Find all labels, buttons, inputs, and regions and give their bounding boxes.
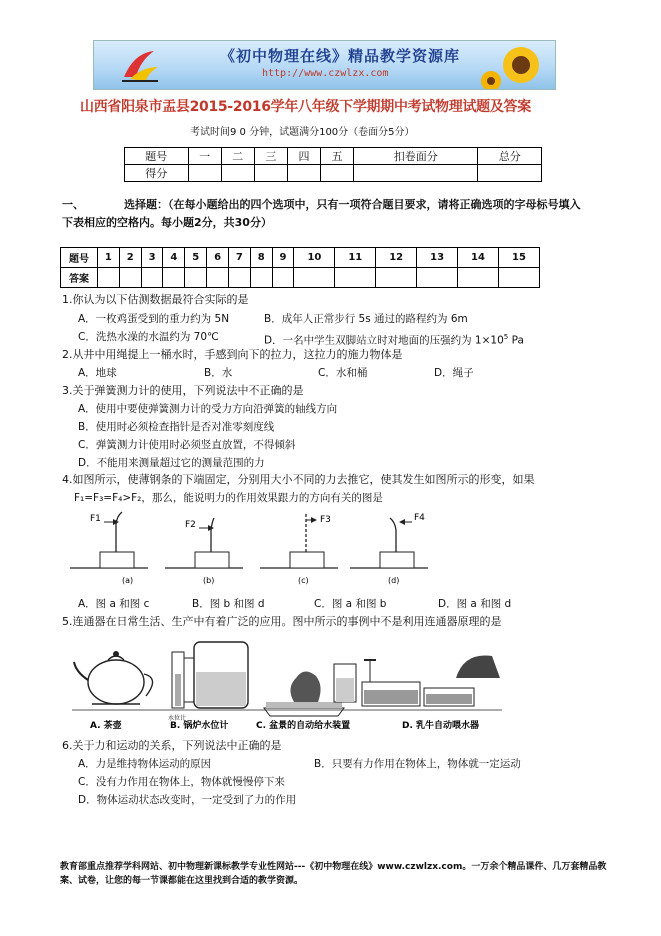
answer-cell xyxy=(98,268,120,288)
option-a: A．一枚鸡蛋受到的重力约为 5N xyxy=(78,313,230,325)
force-label-f2: F2 xyxy=(185,520,196,530)
section-heading xyxy=(62,196,587,232)
answer-number: 13 xyxy=(417,248,458,268)
force-label-f4: F4 xyxy=(414,513,425,523)
bonsai-feeder-icon xyxy=(264,664,356,716)
question-stem: 6.关于力和运动的关系，下列说法中正确的是 xyxy=(62,739,282,752)
score-header: 一 xyxy=(188,148,221,165)
option-b: B．成年人正常步行 5s 通过的路程约为 6m xyxy=(264,313,468,325)
site-logo-icon xyxy=(120,47,160,83)
exam-info: 考试时间9 0 分钟，试题满分100分（卷面分5分） xyxy=(190,127,415,138)
score-header: 五 xyxy=(321,148,354,165)
option-a: A．使用中要使弹簧测力计的受力方向沿弹簧的轴线方向 xyxy=(78,403,338,415)
page-title: 山西省阳泉市盂县2015-2016学年八年级下学期期中考试物理试题及答案 xyxy=(80,99,531,115)
caption-cow: D. 乳牛自动喂水器 xyxy=(402,721,480,731)
answer-number: 1 xyxy=(98,248,120,268)
caption-teapot: A. 茶壶 xyxy=(90,721,122,731)
sunflower-icon xyxy=(479,43,549,89)
figure-d xyxy=(350,513,428,585)
answer-number: 5 xyxy=(185,248,207,268)
answer-table xyxy=(60,247,540,288)
option-c: C．洗热水澡的水温约为 70℃ xyxy=(78,331,219,343)
option-b: B．只要有力作用在物体上，物体就一定运动 xyxy=(314,758,521,770)
answer-cell xyxy=(207,268,229,288)
option-a: A．力是维持物体运动的原因 xyxy=(78,758,212,770)
connected-vessel-figure xyxy=(72,638,502,733)
answer-cell xyxy=(294,268,335,288)
score-row-label: 得分 xyxy=(125,165,189,182)
answer-cell xyxy=(335,268,376,288)
answer-cell xyxy=(272,268,294,288)
answer-number: 2 xyxy=(119,248,141,268)
answer-number: 11 xyxy=(335,248,376,268)
option-b: B．水 xyxy=(204,367,233,379)
option-c: C．水和桶 xyxy=(318,367,368,379)
option-d: D．一名中学生双脚站立时对地面的压强约为 $1\times 10^5$ Pa xyxy=(264,333,524,347)
answer-number: 4 xyxy=(163,248,185,268)
option-d: D．物体运动状态改变时，一定受到了力的作用 xyxy=(78,794,297,806)
option-d: D．图 a 和图 d xyxy=(438,598,512,610)
answer-cell xyxy=(141,268,163,288)
figure-label-b: (b) xyxy=(203,576,215,585)
question-stem: 3.关于弹簧测力计的使用，下列说法中不正确的是 xyxy=(62,384,304,397)
answer-number: 6 xyxy=(207,248,229,268)
figure-label-d: (d) xyxy=(388,576,400,585)
figure-b xyxy=(165,518,243,585)
score-header: 扣卷面分 xyxy=(354,148,478,165)
steel-strip-figure xyxy=(70,508,430,588)
score-header: 三 xyxy=(254,148,287,165)
answer-number: 9 xyxy=(272,248,294,268)
score-header: 总分 xyxy=(478,148,542,165)
answer-cell xyxy=(417,268,458,288)
figure-label-a: (a) xyxy=(122,576,134,585)
score-header: 四 xyxy=(287,148,320,165)
question-stem: 2.从井中用绳提上一桶水时，手感到向下的拉力，这拉力的施力物体是 xyxy=(62,348,403,361)
figure-label-c: (c) xyxy=(298,576,309,585)
score-cell xyxy=(254,165,287,182)
answer-cell xyxy=(250,268,272,288)
option-a: A．地球 xyxy=(78,367,117,379)
score-header: 题号 xyxy=(125,148,189,165)
banner-title: 《初中物理在线》精品教学资源库 xyxy=(220,47,461,65)
section-instructions: 选择题：（在每小题给出的四个选项中，只有一项符合题目要求，请将正确选项的字母标号填入下表相应的空格内。每小题2分，共30分） xyxy=(62,198,581,229)
gauge-tag: 水位计 xyxy=(168,715,187,722)
answer-number: 8 xyxy=(250,248,272,268)
answer-number: 3 xyxy=(141,248,163,268)
site-banner xyxy=(93,40,556,90)
answer-number: 15 xyxy=(498,248,539,268)
answer-number: 12 xyxy=(376,248,417,268)
question-stem-condition: F₁=F₃=F₄>F₂，那么，能说明力的作用效果跟力的方向有关的图是 xyxy=(74,492,383,504)
figure-c xyxy=(260,514,338,585)
answer-cell xyxy=(119,268,141,288)
score-cell xyxy=(221,165,254,182)
answer-row-label: 题号 xyxy=(61,248,98,268)
score-header: 二 xyxy=(221,148,254,165)
answer-cell xyxy=(458,268,499,288)
score-cell xyxy=(354,165,478,182)
answer-cell xyxy=(376,268,417,288)
score-table xyxy=(124,147,542,182)
answer-row-label: 答案 xyxy=(61,268,98,288)
section-number: 一、 xyxy=(62,198,84,211)
option-b: B．使用时必须检查指针是否对准零刻度线 xyxy=(78,421,275,433)
answer-number: 7 xyxy=(228,248,250,268)
caption-bonsai: C. 盆景的自动给水装置 xyxy=(256,721,351,731)
option-d: D．绳子 xyxy=(434,367,474,379)
banner-url: http://www.czwlzx.com xyxy=(262,68,389,79)
teapot-icon xyxy=(74,651,153,704)
option-b: B．图 b 和图 d xyxy=(192,598,265,610)
option-c: C．图 a 和图 b xyxy=(314,598,387,610)
option-c: C．弹簧测力计使用时必须竖直放置，不得倾斜 xyxy=(78,439,296,451)
answer-cell xyxy=(163,268,185,288)
answer-cell xyxy=(498,268,539,288)
question-stem: 4.如图所示，使薄钢条的下端固定，分别用大小不同的力去推它，使其发生如图所示的形变，如果 xyxy=(62,473,535,486)
force-label-f1: F1 xyxy=(90,514,101,524)
score-cell xyxy=(478,165,542,182)
option-c: C．没有力作用在物体上，物体就慢慢停下来 xyxy=(78,776,285,788)
page-footer: 教育部重点推荐学科网站、初中物理新课标教学专业性网站---《初中物理在线》www.czwlzx.com。一万余个精品课件、几万套精品教案、试卷，让您的每一节课都能在这里找到合适的教学资源。 xyxy=(60,862,607,886)
question-stem: 1.你认为以下估测数据最符合实际的是 xyxy=(62,293,249,306)
option-a: A．图 a 和图 c xyxy=(78,598,150,610)
score-cell xyxy=(287,165,320,182)
question-stem: 5.连通器在日常生活、生产中有着广泛的应用。图中所示的事例中不是利用连通器原理的是 xyxy=(62,615,502,628)
cow-feeder-icon xyxy=(362,655,500,706)
answer-number: 10 xyxy=(294,248,335,268)
force-label-f3: F3 xyxy=(320,515,331,525)
answer-number: 14 xyxy=(458,248,499,268)
score-cell xyxy=(188,165,221,182)
score-cell xyxy=(321,165,354,182)
answer-cell xyxy=(185,268,207,288)
caption-boiler: B. 锅炉水位计 xyxy=(170,721,229,731)
option-d: D．不能用来测量超过它的测量范围的力 xyxy=(78,457,265,469)
answer-cell xyxy=(228,268,250,288)
figure-a xyxy=(70,512,148,585)
